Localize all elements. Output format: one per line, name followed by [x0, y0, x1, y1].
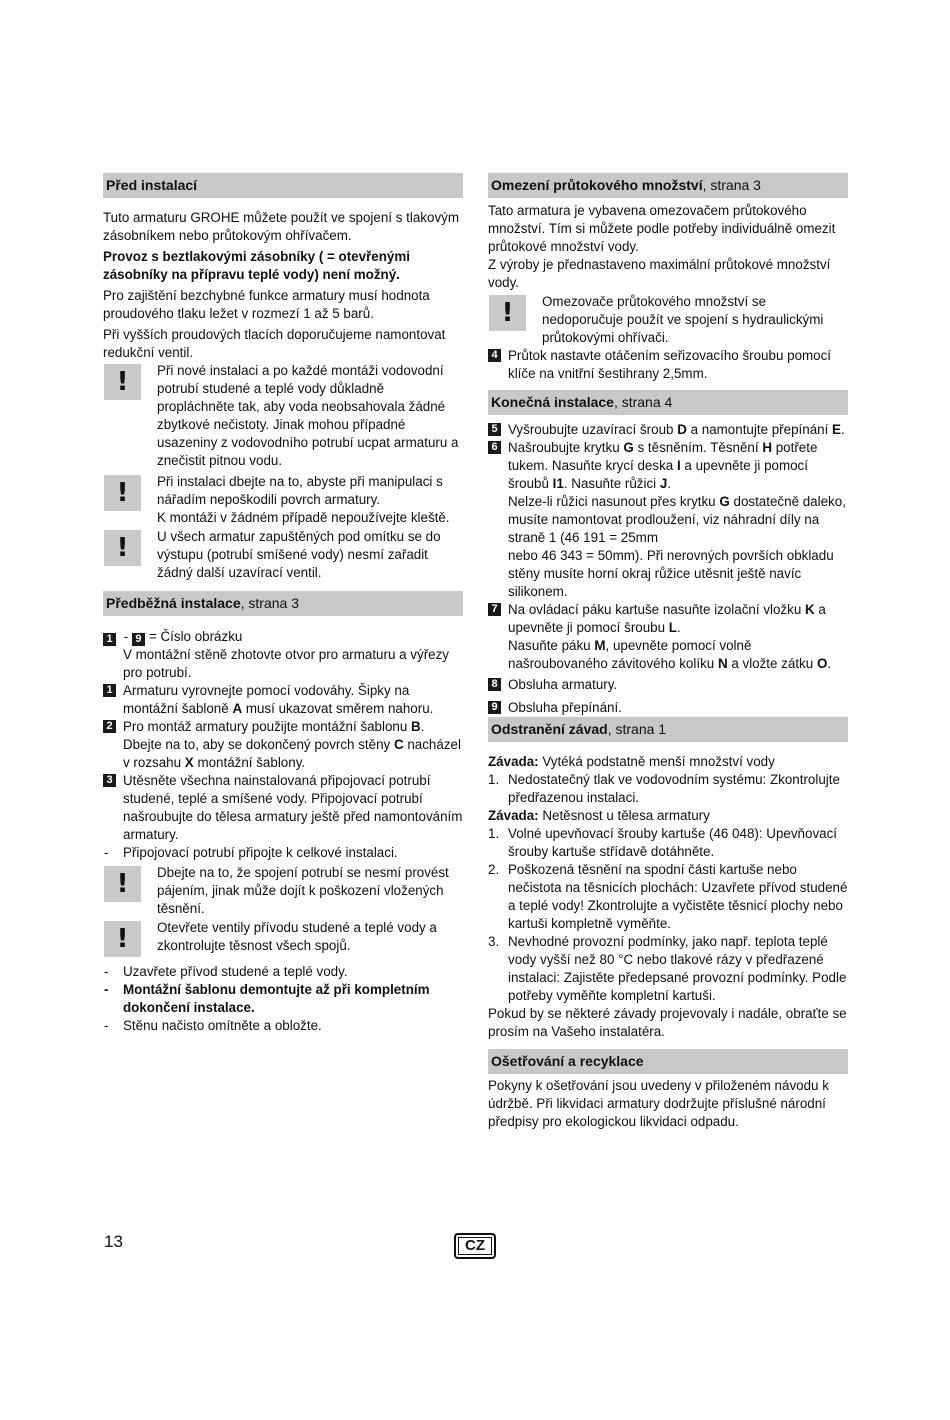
dash-item-plaster: - Stěnu načisto omítněte a obložte.: [104, 1018, 322, 1033]
warning-text-flush: Při nové instalaci a po každé montáži vodovodní potrubí studené a teplé vody důkladně propláchněte tak, aby voda neobsahovala žádné zbytkové nečistoty. Jinak mohou případné usazeniny z vodovodního potrubí ucpat armaturu a znečistit pitnou vodu.: [157, 363, 459, 468]
section-header-final-install: Konečná instalace, strana 4: [488, 390, 848, 415]
step-number-badge: 6: [488, 441, 501, 454]
flow-limit-p2: Z výroby je přednastaveno maximální průtokové množství vody.: [488, 257, 831, 290]
warning-text-tools-a: Při instalaci dbejte na to, abyste při manipulaci s nářadím nepoškodili povrch armatury.: [157, 474, 443, 507]
warning-icon: !: [489, 295, 526, 331]
warning-block-tools: [103, 473, 463, 527]
warning-icon: !: [104, 475, 141, 511]
step-number-badge: 2: [103, 720, 116, 733]
warning-icon: !: [104, 921, 141, 957]
page-number: 13: [104, 1232, 123, 1251]
warning-block-flush: [103, 362, 463, 470]
warning-block-soldering: ! Dbejte na to, že spojení potrubí se nesmí provést pájením, jinak může dojít k poškození vložených těsnění.: [103, 864, 463, 918]
section-header-flow-limit: Omezení průtokového množství, strana 3: [488, 173, 848, 198]
language-badge: CZ: [454, 1233, 496, 1259]
step-3: 3 Utěsněte všechna nainstalovaná připojovací potrubí studené, teplé a smíšené vody. Připojovací potrubí našroubujte do tělesa armatury ještě před namontováním armatury.: [103, 772, 463, 844]
warning-text-tools-b: K montáži v žádném případě nepoužívejte kleště.: [157, 510, 450, 525]
step-number-badge: 7: [488, 603, 501, 616]
dash-item-connect: - Připojovací potrubí připojte k celkové instalaci.: [104, 845, 398, 860]
warning-block-flow-limiter: ! Omezovače průtokového množství se nedoporučuje použít ve spojení s hydraulickými průtokovými ohřívači.: [488, 293, 848, 347]
step-number-badge: 3: [103, 774, 116, 787]
left-column: [103, 173, 463, 1035]
warning-block-valve: [103, 528, 463, 582]
step-6: 6 Našroubujte krytku G s těsněním. Těsnění H potřete tukem. Nasuňte krycí deska I a upevněte ji pomocí šroubů I1. Nasuňte růžici J. Nelze-li růžici nasunout přes krytku G dostatečně daleko, musíte namontovat prodloužení, viz náhradní díly na straně 1 (46 191 = 25mm nebo 46 343 = 50mm). Při nerovných površích obkladu stěny musíte horní okraj růžice utěsnit ještě navíc silikonem.: [488, 439, 848, 601]
fault-1: Závada: Vytéká podstatně menší množství vody: [488, 754, 775, 769]
warning-icon: !: [104, 364, 141, 400]
step-8: 8 Obsluha armatury.: [488, 676, 848, 694]
section-header-care: Ošetřování a recyklace: [488, 1049, 848, 1074]
fault-2: Závada: Netěsnost u tělesa armatury: [488, 808, 710, 823]
step-number-badge: 1: [103, 684, 116, 697]
warning-icon: !: [104, 530, 141, 566]
warning-icon: !: [104, 866, 141, 902]
fault-2-item-2: 2. Poškozená těsnění na spodní části kartuše nebo nečistota na těsnicích plochách: Uzavřete přívod studené a teplé vody! Zkontrolujte a vyčistěte těsnicí plochy nebo kartuši kompletně vyměňte.: [488, 862, 848, 931]
warning-text-valve: U všech armatur zapuštěných pod omítku se do výstupu (potrubí smíšené vody) nesmí zařadit žádný další uzavírací ventil.: [157, 529, 441, 580]
step-number-badge: 4: [488, 349, 501, 362]
troubleshoot-closing: Pokud by se některé závady projevovaly i nadále, obraťte se prosím na Vašeho instalatéra.: [488, 1006, 847, 1039]
care-p1: Pokyny k ošetřování jsou uvedeny v přiloženém návodu k údržbě. Při likvidaci armatury dodržujte příslušné národní předpisy pro ekologickou likvidaci odpadu.: [488, 1078, 829, 1129]
fault-1-item-1: 1. Nedostatečný tlak ve vodovodním systému: Zkontrolujte předřazenou instalaci.: [488, 772, 840, 805]
step-7: 7 Na ovládací páku kartuše nasuňte izolační vložku K a upevněte ji pomocí šroubu L. Nasuňte páku M, upevněte pomocí volně našroubovaného závitového kolíku N a vložte zátku O.: [488, 601, 848, 673]
step-number-badge: 9: [132, 633, 145, 646]
step-9: 9 Obsluha přepínání.: [488, 699, 848, 717]
step-2: 2 Pro montáž armatury použijte montážní šablonu B. Dbejte na to, aby se dokončený povrch stěny C nacházel v rozsahu X montážní šablony.: [103, 718, 463, 772]
step-1: 1 Armaturu vyrovnejte pomocí vodováhy. Šipky na montážní šabloně A musí ukazovat směrem nahoru.: [103, 682, 463, 718]
pre-install-p2: Provoz s beztlakovými zásobníky ( = otevřenými zásobníky na přípravu teplé vody) není možný.: [103, 249, 410, 282]
fault-2-item-3: 3. Nevhodné provozní podmínky, jako např. teplota teplé vody vyšší než 80 °C nebo tlakové rázy v předřazené instalaci: Zajistěte předepsané provozní podmínky. Podle potřeby vyměňte kompletní kartuši.: [488, 934, 847, 1003]
step-5: 5 Vyšroubujte uzavírací šroub D a namontujte přepínání E.: [488, 421, 848, 439]
flow-limit-p1: Tato armatura je vybavena omezovačem průtokového množství. Tím si můžete podle potřeby individuálně omezit průtokové množství vody.: [488, 203, 836, 254]
section-header-pre-assembly: Předběžná instalace, strana 3: [103, 591, 463, 616]
pre-install-p4: Při vyšších proudových tlacích doporučujeme namontovat redukční ventil.: [103, 327, 446, 360]
dash-item-close-supply: - Uzavřete přívod studené a teplé vody.: [104, 964, 348, 979]
figure-number-legend: 1 - 9 = Číslo obrázku V montážní stěně zhotovte otvor pro armaturu a výřezy pro potrubí.: [103, 628, 463, 682]
pre-install-p3: Pro zajištění bezchybné funkce armatury musí hodnota proudového tlaku ležet v rozmezí 1 až 5 barů.: [103, 288, 430, 321]
section-header-troubleshoot: Odstranění závad, strana 1: [488, 717, 848, 742]
step-number-badge: 5: [488, 423, 501, 436]
step-number-badge: 9: [488, 701, 501, 714]
figure-legend-text: V montážní stěně zhotovte otvor pro armaturu a výřezy pro potrubí.: [123, 647, 449, 680]
pre-install-p1: Tuto armaturu GROHE můžete použít ve spojení s tlakovým zásobníkem nebo průtokovým ohřívačem.: [103, 210, 459, 243]
step-number-badge: 8: [488, 678, 501, 691]
warning-block-leak-test: ! Otevřete ventily přívodu studené a teplé vody a zkontrolujte těsnost všech spojů.: [103, 919, 463, 955]
step-number-badge: 1: [103, 633, 116, 646]
right-column: [488, 173, 848, 1131]
step-4: 4 Průtok nastavte otáčením seřizovacího šroubu pomocí klíče na vnitřní šestihrany 2,5mm.: [488, 347, 848, 383]
dash-item-remove-template: - Montážní šablonu demontujte až při kompletním dokončení instalace.: [104, 982, 430, 1015]
fault-2-item-1: 1. Volné upevňovací šrouby kartuše (46 048): Upevňovací šrouby kartuše střídavě dotáhněte.: [488, 826, 838, 859]
section-header-pre-install: Před instalací: [103, 173, 463, 198]
